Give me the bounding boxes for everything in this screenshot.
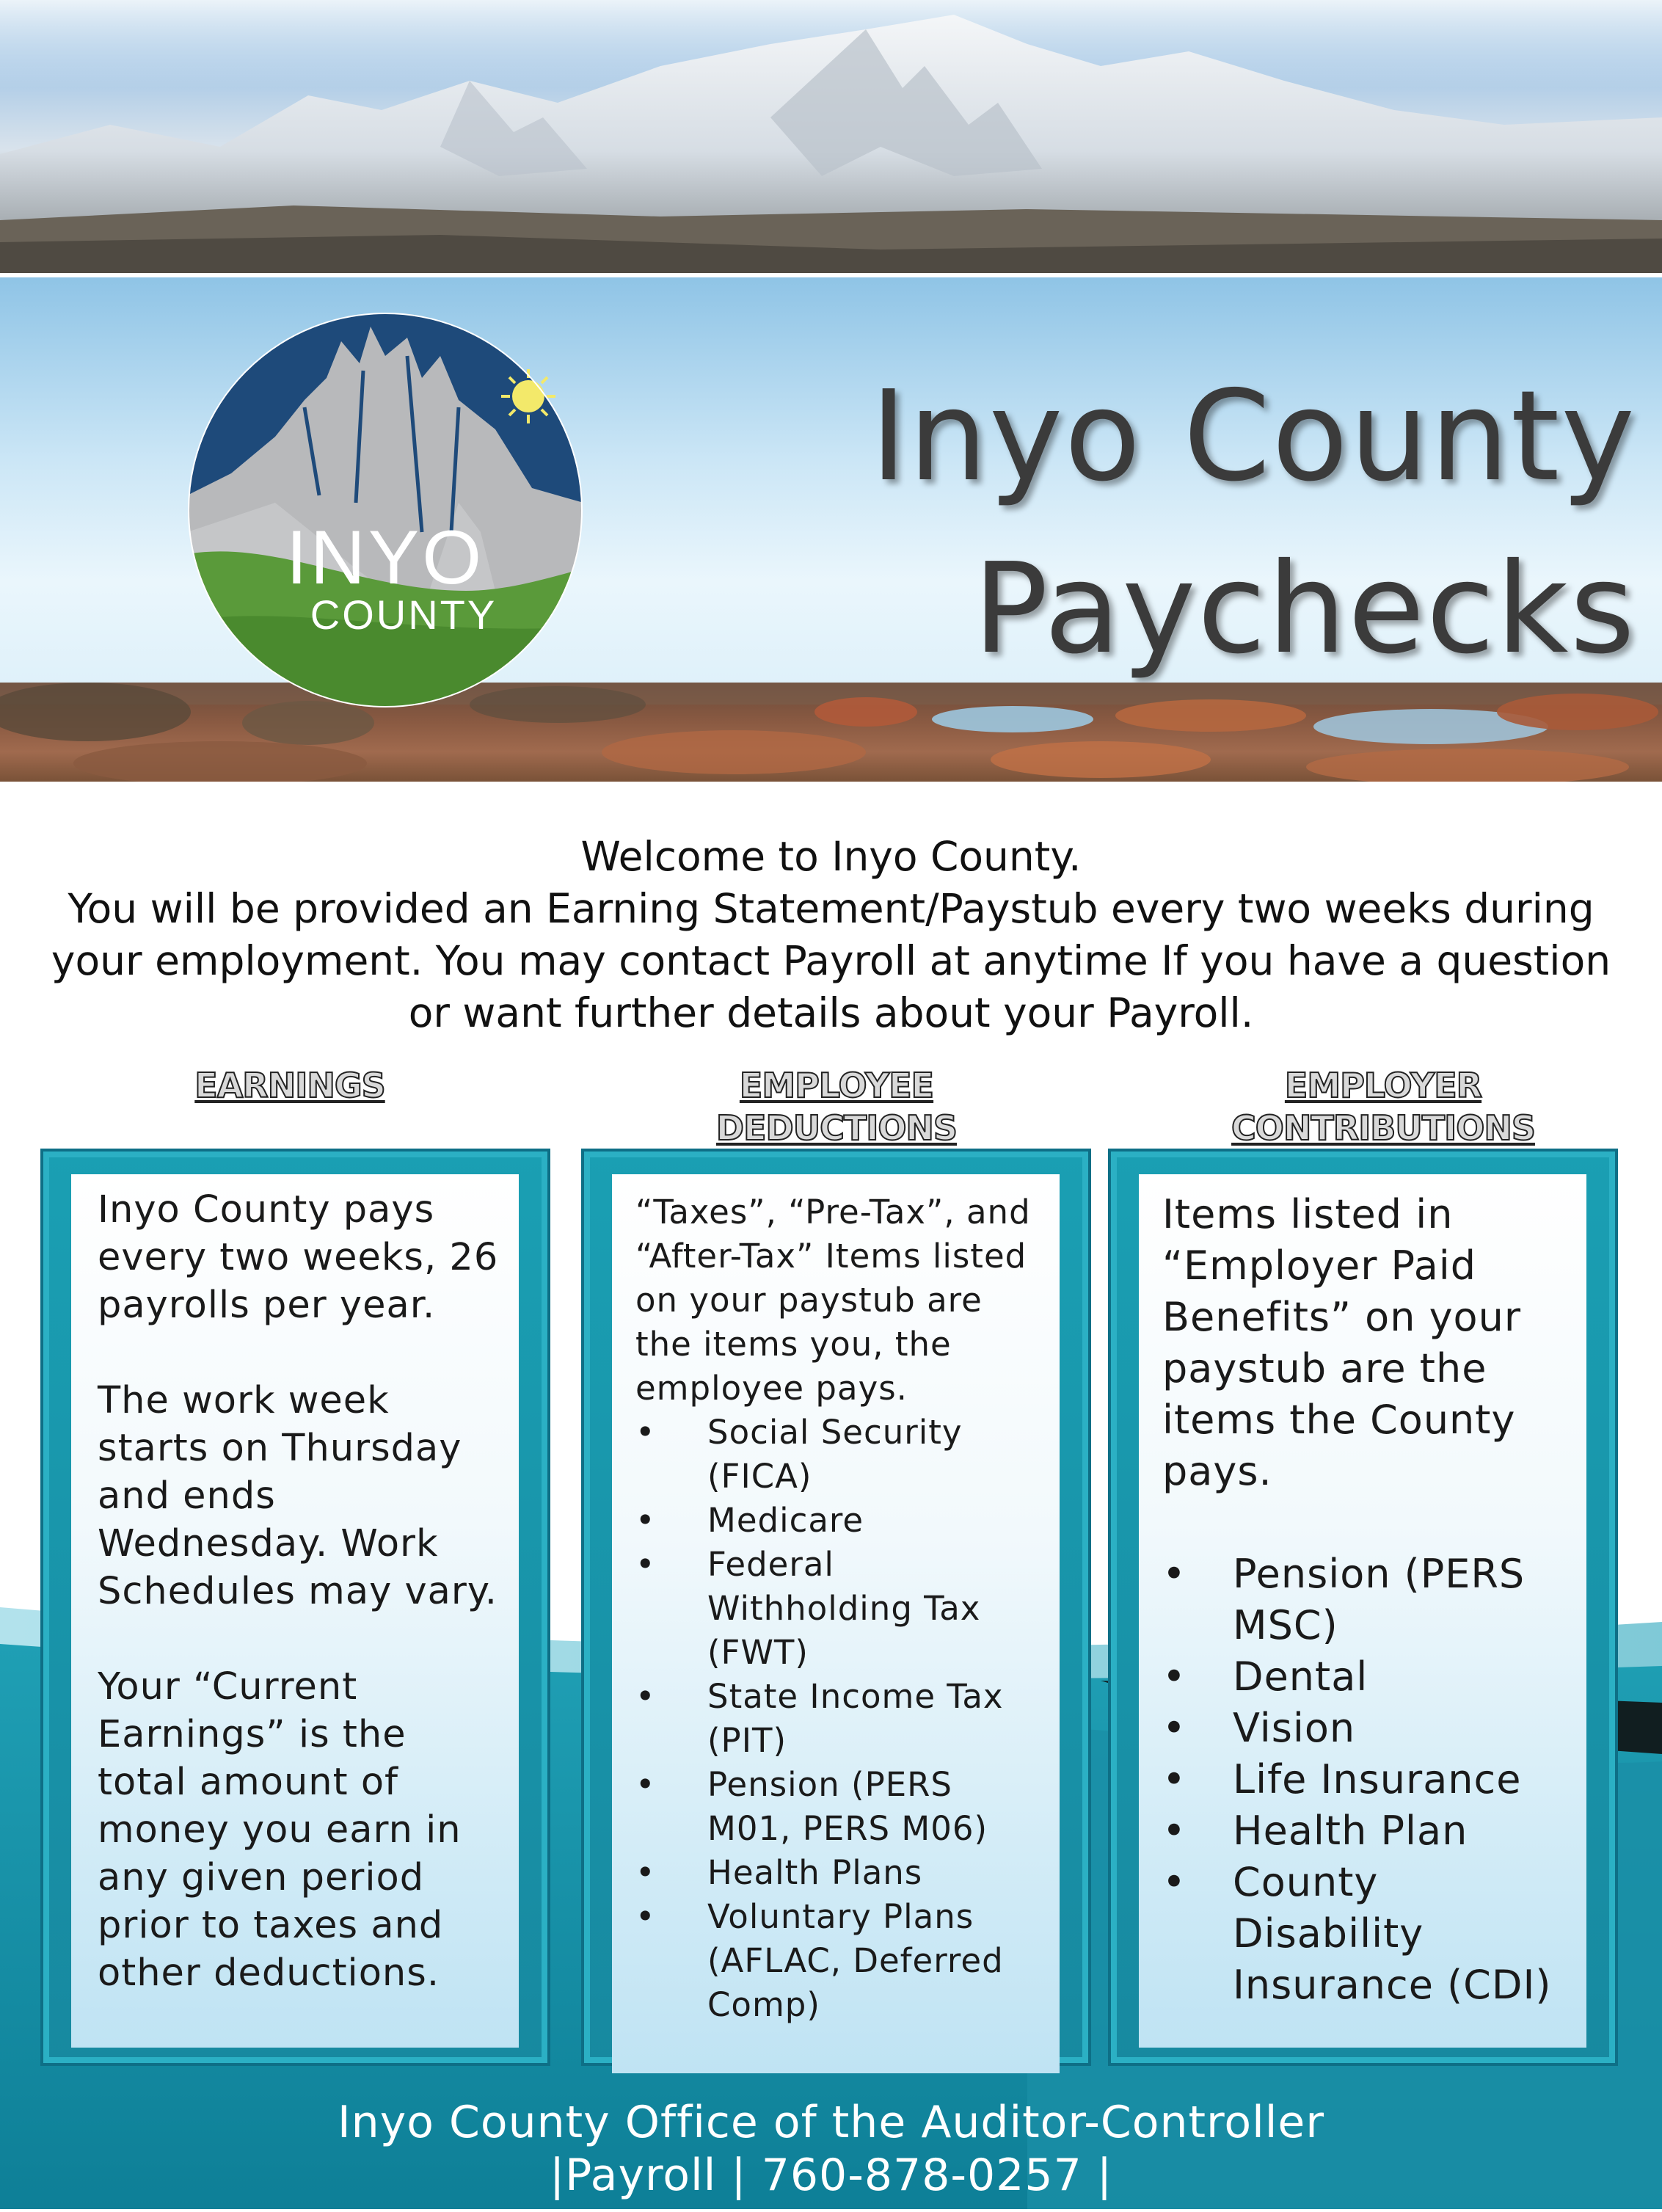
deductions-intro: “Taxes”, “Pre-Tax”, and “After-Tax” Items listed on your paystub are the items you, the employee pays. [635,1193,1031,1408]
bullet-icon: • [1162,1808,1187,1854]
list-item: • State Income Tax (PIT) [635,1675,1046,1763]
intro-line: your employment. You may contact Payroll at anytime If you have a question [51,937,1611,984]
employer-contributions-heading: EMPLOYER CONTRIBUTIONS [1231,1066,1535,1148]
footer-contact [0,2096,1662,2202]
bullet-icon: • [1162,1756,1187,1802]
bullet-icon: • [635,1501,656,1540]
bullet-icon: • [635,1545,656,1584]
earnings-paragraph: Inyo County pays every two weeks, 26 payrolls per year. [98,1188,499,1327]
header-mountain-photo [0,0,1662,273]
earnings-paragraph: The work week starts on Thursday and ends Wednesday. Work Schedules may vary. [98,1379,497,1613]
list-item: • Social Security (FICA) [635,1411,1046,1499]
bullet-icon: • [1162,1551,1187,1597]
intro-line: You will be provided an Earning Statement/Paystub every two weeks during [68,885,1594,932]
bullet-icon: • [635,1413,656,1452]
list-item: • Dental [1162,1651,1575,1703]
bullet-icon: • [1162,1859,1187,1905]
list-item: • Pension (PERS M01, PERS M06) [635,1763,1046,1851]
list-item: • County Disability Insurance (CDI) [1162,1857,1575,2011]
earnings-content [71,1174,519,2048]
bullet-icon: • [635,1853,656,1892]
employee-deductions-content [612,1174,1060,2073]
list-item: • Vision [1162,1703,1575,1754]
list-item: • Life Insurance [1162,1754,1575,1805]
page-title-line1: Inyo County [870,364,1636,509]
intro-line: Welcome to Inyo County. [580,833,1082,880]
list-item: • Voluntary Plans (AFLAC, Deferred Comp) [635,1895,1046,2027]
earnings-paragraph: Your “Current Earnings” is the total amount of money you earn in any given period prior to taxes and other deductions. [98,1665,462,1995]
footer-phone: |Payroll | 760-878-0257 | [549,2150,1113,2201]
bullet-icon: • [635,1765,656,1804]
earnings-heading: EARNINGS [194,1066,385,1105]
bullet-icon: • [1162,1653,1187,1700]
contributions-list [1162,1549,1575,2011]
bullet-icon: • [1162,1705,1187,1751]
list-item: • Pension (PERS MSC) [1162,1549,1575,1651]
logo-text-top: INYO [285,515,485,600]
bullet-icon: • [635,1677,656,1716]
list-item: • Health Plans [635,1851,1046,1895]
sun-icon [501,369,555,423]
employee-deductions-heading: EMPLOYEE DEDUCTIONS [715,1066,958,1148]
footer-office: Inyo County Office of the Auditor-Controller [337,2097,1324,2148]
employer-contributions-content [1139,1174,1586,2048]
bullet-icon: • [635,1897,656,1936]
logo-text-bottom: COUNTY [310,592,497,638]
list-item: • Federal Withholding Tax (FWT) [635,1543,1046,1675]
inyo-county-logo [187,312,583,708]
deductions-list [635,1411,1046,2027]
list-item: • Health Plan [1162,1805,1575,1857]
page-title [844,351,1636,696]
list-item: • Medicare [635,1499,1046,1543]
intro-line: or want further details about your Payroll. [408,989,1254,1036]
contributions-intro: Items listed in “Employer Paid Benefits” on your paystub are the items the County pays. [1162,1191,1522,1494]
welcome-message [15,831,1647,1039]
page-title-line2: Paychecks [973,536,1636,682]
